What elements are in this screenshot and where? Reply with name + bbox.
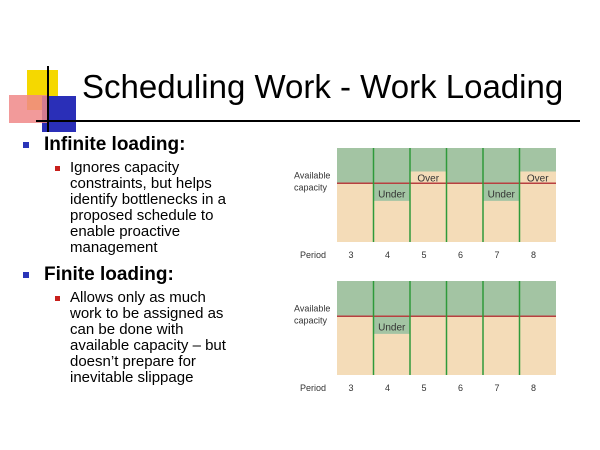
period-tick-label: 3 xyxy=(348,383,354,393)
load-bar xyxy=(337,183,374,242)
title-divider xyxy=(36,120,580,122)
bullet-infinite-text: Ignores capacity constraints, but helps identify bottlenecks in a proposed schedule to enable proactive management xyxy=(70,160,287,256)
under-label: Under xyxy=(487,189,515,201)
bullet-finite-heading: Finite loading: xyxy=(22,264,287,286)
slide-title: Scheduling Work - Work Loading xyxy=(82,68,564,105)
period-tick-label: 3 xyxy=(348,250,354,260)
period-tick-label: 4 xyxy=(384,250,391,260)
ylabel-line: Available xyxy=(294,303,331,314)
period-tick-label: 8 xyxy=(530,250,537,260)
decor-red-square xyxy=(9,95,49,123)
finite-loading-chart xyxy=(290,278,560,398)
chart-svg xyxy=(290,145,560,265)
load-bar xyxy=(483,201,520,242)
under-label: Under xyxy=(378,322,406,334)
bullet-infinite-heading: Infinite loading: xyxy=(22,134,287,156)
over-label: Over xyxy=(526,173,549,185)
period-tick-label: 6 xyxy=(457,383,464,393)
bullet-finite-text: Allows only as much work to be assigned as can be done with available capacity – but doesn’t prepare for inevitable slippage xyxy=(70,290,287,386)
decor-vertical-line xyxy=(47,66,49,132)
load-bar xyxy=(447,183,484,242)
ylabel-line: Available xyxy=(294,170,331,181)
period-tick-label: 7 xyxy=(494,383,500,393)
period-tick-label: 5 xyxy=(421,383,427,393)
xlabel: Period xyxy=(300,383,327,393)
period-tick-label: 5 xyxy=(421,250,427,260)
over-label: Over xyxy=(417,173,440,185)
bullet-list xyxy=(22,134,287,394)
load-bar xyxy=(520,316,557,375)
load-bar xyxy=(447,316,484,375)
period-tick-label: 6 xyxy=(457,250,464,260)
infinite-loading-chart xyxy=(290,145,560,265)
chart-svg xyxy=(290,278,560,398)
ylabel-line: capacity xyxy=(294,182,328,193)
load-bar xyxy=(374,334,411,375)
load-bar xyxy=(483,316,520,375)
period-tick-label: 8 xyxy=(530,383,537,393)
under-label: Under xyxy=(378,189,406,201)
period-tick-label: 4 xyxy=(384,383,391,393)
load-bar xyxy=(374,201,411,242)
xlabel: Period xyxy=(300,250,327,260)
period-tick-label: 7 xyxy=(494,250,500,260)
load-bar xyxy=(410,316,447,375)
load-bar xyxy=(337,316,374,375)
ylabel-line: capacity xyxy=(294,315,328,326)
